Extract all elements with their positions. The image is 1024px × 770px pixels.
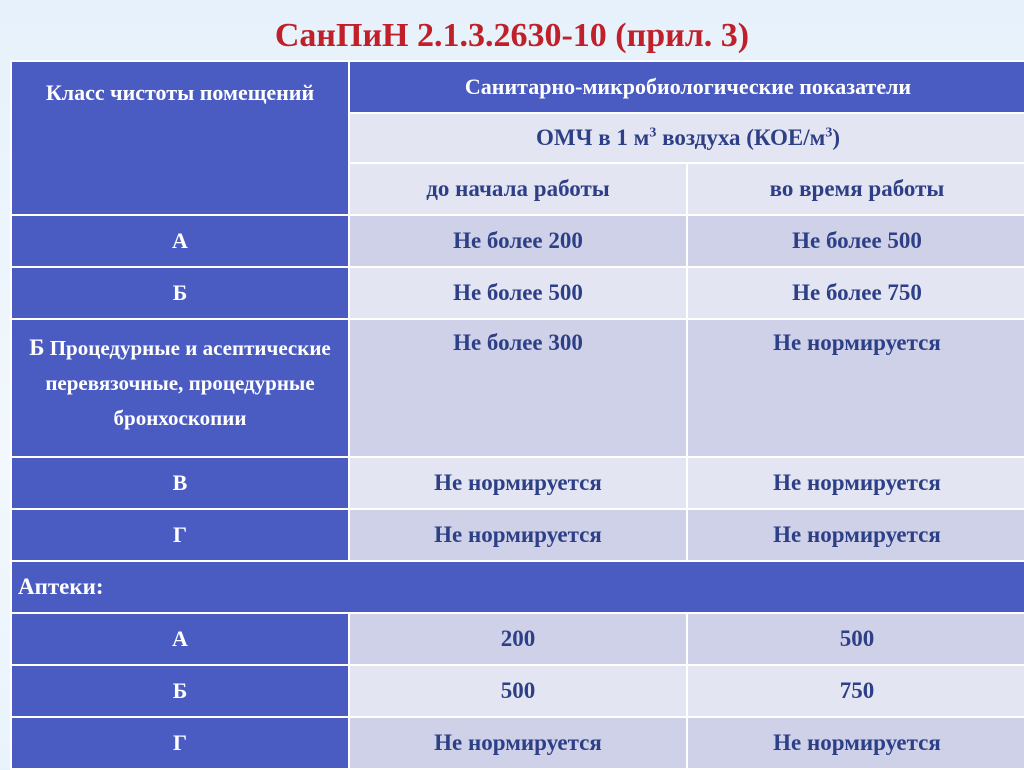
class-cell <box>11 319 349 457</box>
before-cell: Не более 500 <box>349 267 687 319</box>
during-cell: Не нормируется <box>687 457 1024 509</box>
during-cell: 500 <box>687 613 1024 665</box>
during-cell: Не нормируется <box>687 717 1024 769</box>
during-cell: Не более 750 <box>687 267 1024 319</box>
class-cell: Б <box>11 267 349 319</box>
table-row <box>11 717 1024 769</box>
during-work-header <box>687 163 1024 215</box>
during-cell: Не нормируется <box>687 509 1024 561</box>
page-title: СанПиН 2.1.3.2630-10 (прил. 3) <box>274 17 750 54</box>
before-cell: Не более 200 <box>349 215 687 267</box>
before-work-label: до начала работы <box>426 176 610 201</box>
sanpin-table <box>10 60 1024 770</box>
before-cell: Не нормируется <box>349 509 687 561</box>
header-row-1 <box>11 61 1024 113</box>
table-row <box>11 215 1024 267</box>
table-row <box>11 613 1024 665</box>
class-cell: В <box>11 457 349 509</box>
during-cell: Не более 500 <box>687 215 1024 267</box>
table-row <box>11 319 1024 457</box>
class-letter: Б <box>29 335 45 360</box>
during-work-label: во время работы <box>769 176 945 201</box>
indicators-header-label: Санитарно-микробиологические показатели <box>464 74 912 99</box>
class-cell: Г <box>11 717 349 769</box>
omc-header-label: ОМЧ в 1 $м^3$ воздуха $(КОЕ/м^3)$ <box>536 125 840 150</box>
pharmacy-section-title: Аптеки: <box>11 561 1024 613</box>
class-cell: Б <box>11 665 349 717</box>
class-cell: А <box>11 613 349 665</box>
indicators-header-cell <box>349 61 1024 113</box>
table-row <box>11 665 1024 717</box>
before-cell: Не нормируется <box>349 457 687 509</box>
class-cell: Г <box>11 509 349 561</box>
during-cell: Не нормируется <box>687 319 1024 457</box>
table-row <box>11 267 1024 319</box>
class-header-label: Класс чистоты помещений <box>45 80 315 105</box>
class-cell: А <box>11 215 349 267</box>
table-row <box>11 509 1024 561</box>
before-cell: 500 <box>349 665 687 717</box>
section-row <box>11 561 1024 613</box>
before-cell: Не более 300 <box>349 319 687 457</box>
class-description: Процедурные и асептические перевязочные, процедурные бронхоскопии <box>44 336 331 430</box>
omc-header-cell <box>349 113 1024 163</box>
before-cell: 200 <box>349 613 687 665</box>
class-header-cell <box>11 61 349 215</box>
before-work-header <box>349 163 687 215</box>
before-cell: Не нормируется <box>349 717 687 769</box>
table-row <box>11 457 1024 509</box>
during-cell: 750 <box>687 665 1024 717</box>
